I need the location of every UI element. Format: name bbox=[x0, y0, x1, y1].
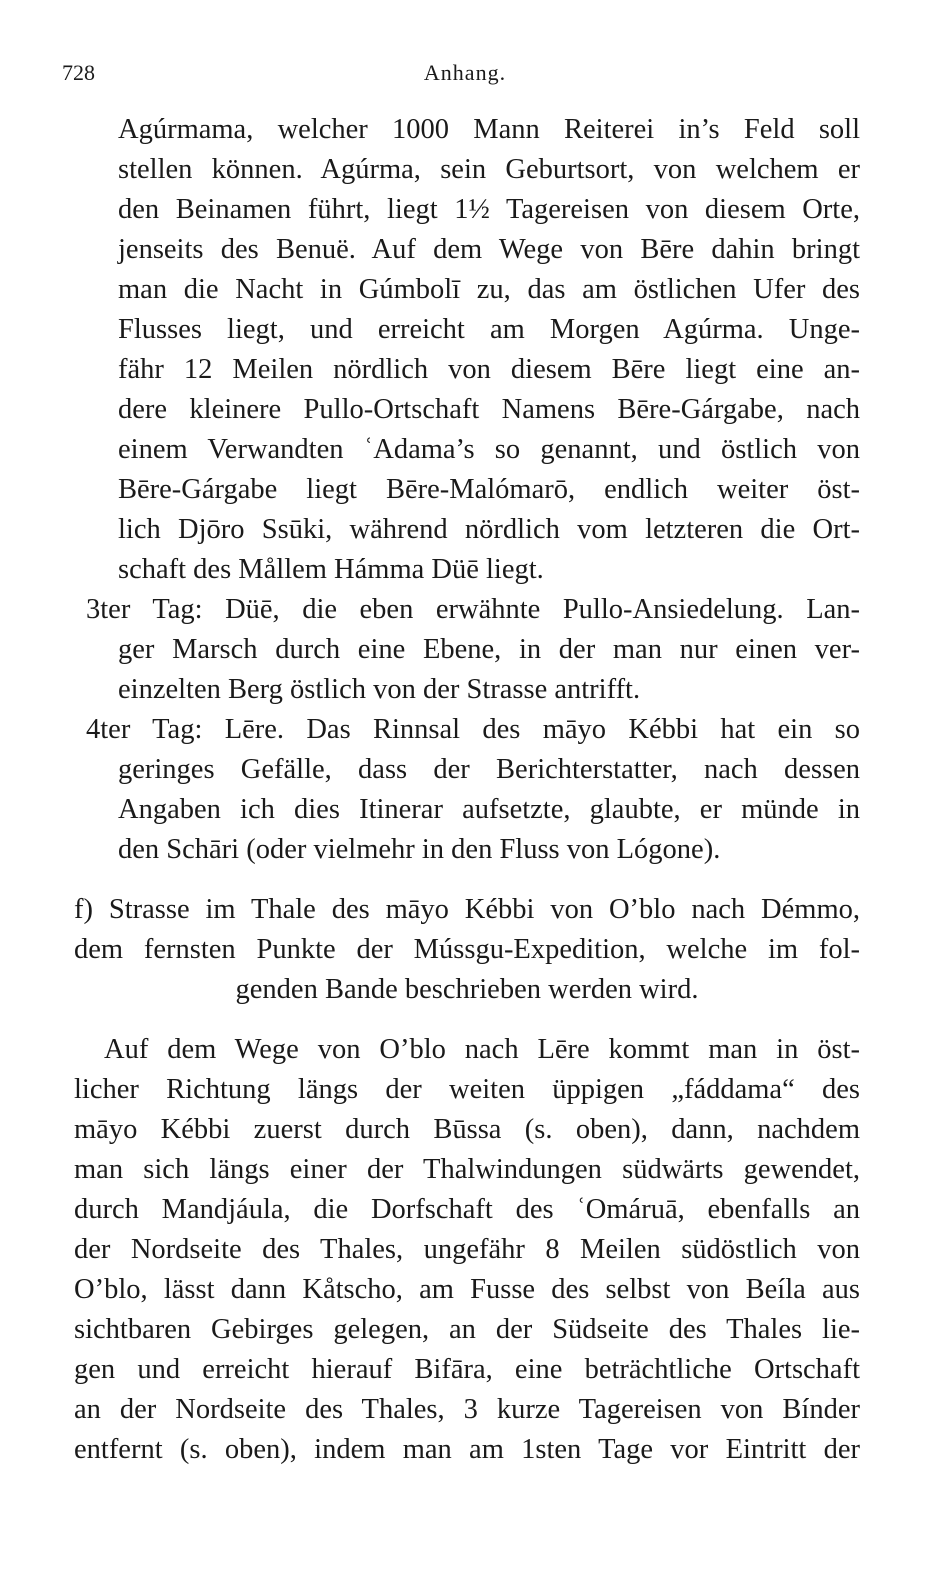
text-line: O’blo, lässt dann Kåtscho, am Fusse des selbst von Beíla aus bbox=[74, 1274, 860, 1305]
text-line: gen und erreicht hierauf Bifāra, eine beträchtliche Ortschaft bbox=[74, 1354, 860, 1385]
text-line: entfernt (s. oben), indem man am 1sten Tage vor Eintritt der bbox=[74, 1434, 860, 1465]
text-line: an der Nordseite des Thales, 3 kurze Tagereisen von Bínder bbox=[74, 1394, 860, 1425]
text-line: einzelten Berg östlich von der Strasse antrifft. bbox=[118, 674, 641, 705]
text-line: den Schāri (oder vielmehr in den Fluss von Lógone). bbox=[118, 834, 721, 865]
text-line: stellen können. Agúrma, sein Geburtsort, von welchem er bbox=[118, 154, 860, 185]
text-line: schaft des Mållem Hámma Düē liegt. bbox=[118, 554, 544, 585]
text-line: einem Verwandten ʿAdama’s so genannt, und östlich von bbox=[118, 434, 860, 465]
text-line: 4ter Tag: Lēre. Das Rinnsal des māyo Kébbi hat ein so bbox=[86, 714, 860, 745]
section-heading-line: dem fernsten Punkte der Mússgu-Expedition, welche im fol- bbox=[74, 934, 860, 965]
text-line: man sich längs einer der Thalwindungen südwärts gewendet, bbox=[74, 1154, 860, 1185]
text-line: Bēre-Gárgabe liegt Bēre-Malómarō, endlich weiter öst- bbox=[118, 474, 860, 505]
text-line: den Beinamen führt, liegt 1½ Tagereisen von diesem Orte, bbox=[118, 194, 860, 225]
text-line: fähr 12 Meilen nördlich von diesem Bēre liegt eine an- bbox=[118, 354, 860, 385]
page-number: 728 bbox=[62, 60, 95, 85]
text-line: dere kleinere Pullo-Ortschaft Namens Bēre-Gárgabe, nach bbox=[118, 394, 860, 425]
section-heading-line: f) Strasse im Thale des māyo Kébbi von O’blo nach Démmo, bbox=[74, 894, 860, 925]
text-line: man die Nacht in Gúmbolī zu, das am östlichen Ufer des bbox=[118, 274, 860, 305]
page-header bbox=[62, 60, 868, 90]
text-line: sichtbaren Gebirges gelegen, an der Südseite des Thales lie- bbox=[74, 1314, 860, 1345]
text-line: lich Djōro Ssūki, während nördlich vom letzteren die Ort- bbox=[118, 514, 860, 545]
text-line: Angaben ich dies Itinerar aufsetzte, glaubte, er münde in bbox=[118, 794, 860, 825]
running-head: Anhang. bbox=[423, 60, 507, 85]
text-line: 3ter Tag: Düē, die eben erwähnte Pullo-Ansiedelung. Lan- bbox=[86, 594, 860, 625]
text-line: der Nordseite des Thales, ungefähr 8 Meilen südöstlich von bbox=[74, 1234, 860, 1265]
section-heading-line: genden Bande beschrieben werden wird. bbox=[235, 974, 699, 1005]
text-line: Auf dem Wege von O’blo nach Lēre kommt man in öst- bbox=[104, 1034, 860, 1065]
text-line: Agúrmama, welcher 1000 Mann Reiterei in’s Feld soll bbox=[118, 114, 860, 145]
text-line: ger Marsch durch eine Ebene, in der man nur einen ver- bbox=[118, 634, 860, 665]
text-line: māyo Kébbi zuerst durch Būssa (s. oben), dann, nachdem bbox=[74, 1114, 860, 1145]
text-line: jenseits des Benuë. Auf dem Wege von Bēre dahin bringt bbox=[118, 234, 860, 265]
text-line: Flusses liegt, und erreicht am Morgen Agúrma. Unge- bbox=[118, 314, 860, 345]
text-line: licher Richtung längs der weiten üppigen „fáddama“ des bbox=[74, 1074, 860, 1105]
text-line: durch Mandjáula, die Dorfschaft des ʿOmáruā, ebenfalls an bbox=[74, 1194, 860, 1225]
text-line: geringes Gefälle, dass der Berichterstatter, nach dessen bbox=[118, 754, 860, 785]
